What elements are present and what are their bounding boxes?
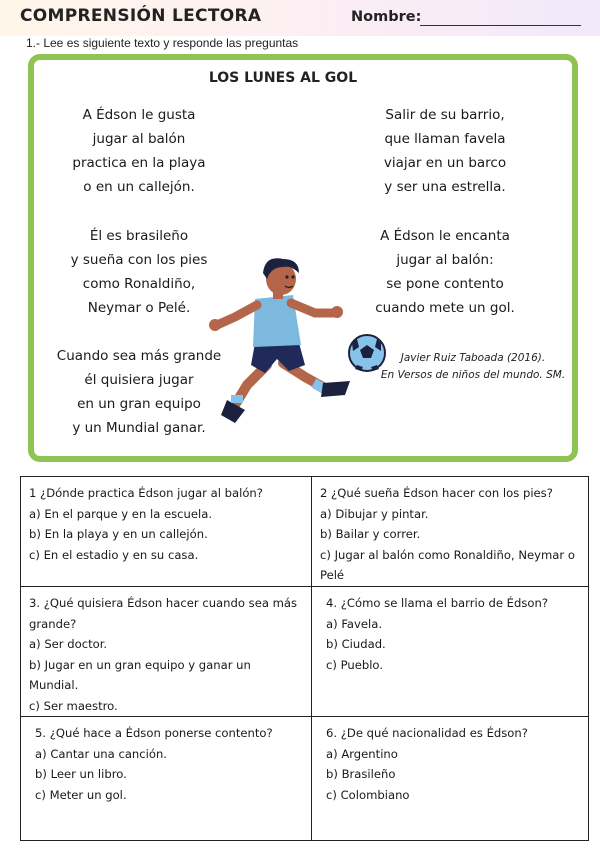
poem-line: como Ronaldiño, — [82, 276, 196, 292]
question-text: 1 ¿Dónde practica Édson jugar al balón? — [29, 486, 263, 500]
name-label: Nombre: — [351, 9, 422, 25]
stanza-left-1 — [54, 103, 224, 199]
poem-line: cuando mete un gol. — [375, 300, 515, 316]
table-row — [21, 717, 589, 841]
credit-line: Javier Ruiz Taboada (2016). — [400, 352, 546, 364]
question-text: 4. ¿Cómo se llama el barrio de Édson? — [326, 596, 548, 610]
poem-line: jugar al balón — [92, 131, 186, 147]
poem-line: se pone contento — [386, 276, 504, 292]
poem-line: Salir de su barrio, — [385, 107, 505, 123]
question-cell-6 — [312, 717, 589, 841]
name-input-line[interactable] — [420, 25, 581, 26]
stanza-left-3 — [54, 344, 224, 440]
answer-option[interactable]: c) Jugar al balón como Ronaldiño, Neymar o Pelé — [320, 547, 575, 582]
poem-line: A Édson le encanta — [380, 228, 510, 244]
soccer-player-illustration — [205, 255, 395, 435]
answer-option[interactable]: a) Ser doctor. — [29, 637, 108, 651]
answer-option[interactable]: c) Meter un gol. — [35, 787, 127, 802]
answer-option[interactable]: c) Ser maestro. — [29, 698, 118, 713]
credit-line: En Versos de niños del mundo. SM. — [380, 369, 566, 381]
poem-title: LOS LUNES AL GOL — [208, 70, 358, 86]
worksheet-title: COMPRENSIÓN LECTORA — [20, 6, 262, 26]
poem-line: y un Mundial ganar. — [72, 420, 206, 436]
poem-line: él quisiera jugar — [84, 372, 194, 388]
answer-option[interactable]: c) Pueblo. — [326, 657, 384, 672]
question-text: 2 ¿Qué sueña Édson hacer con los pies? — [320, 486, 553, 500]
answer-option[interactable]: c) Colombiano — [326, 787, 410, 802]
soccer-ball-icon — [349, 335, 385, 371]
poem-line: Él es brasileño — [89, 228, 189, 244]
answer-option[interactable]: a) En el parque y en la escuela. — [29, 506, 213, 521]
poem-credit — [378, 350, 568, 384]
answer-option[interactable]: c) En el estadio y en su casa. — [29, 547, 199, 562]
question-cell-4 — [312, 587, 589, 717]
stanza-left-2 — [54, 224, 224, 320]
answer-option[interactable]: b) En la playa y en un callejón. — [29, 527, 208, 541]
answer-option[interactable]: b) Ciudad. — [326, 637, 386, 651]
question-cell-2 — [312, 477, 589, 587]
answer-option[interactable]: a) Argentino — [326, 746, 398, 761]
table-row — [21, 477, 589, 587]
question-cell-3 — [21, 587, 312, 717]
questions-table — [20, 476, 589, 841]
question-text: 6. ¿De qué nacionalidad es Édson? — [326, 726, 528, 740]
poem-line: y ser una estrella. — [384, 179, 506, 195]
question-cell-5 — [21, 717, 312, 841]
answer-option[interactable]: b) Brasileño — [326, 767, 396, 781]
answer-option[interactable]: b) Leer un libro. — [35, 767, 127, 781]
poem-line: A Édson le gusta — [82, 107, 196, 123]
poem-line: o en un callejón. — [83, 179, 195, 195]
poem-line: jugar al balón: — [396, 252, 494, 268]
table-row — [21, 587, 589, 717]
question-cell-1 — [21, 477, 312, 587]
instruction-text: 1.- Lee es siguiente texto y responde las preguntas — [26, 36, 299, 50]
boy-figure — [209, 258, 350, 423]
answer-option[interactable]: b) Jugar en un gran equipo y ganar un Mundial. — [29, 657, 251, 692]
poem-line: Neymar o Pelé. — [87, 300, 191, 316]
question-text: 5. ¿Qué hace a Édson ponerse contento? — [35, 726, 273, 740]
poem-line: que llaman favela — [384, 131, 506, 147]
answer-option[interactable]: a) Favela. — [326, 616, 383, 631]
poem-line: en un gran equipo — [77, 396, 201, 412]
answer-option[interactable]: b) Bailar y correr. — [320, 527, 421, 541]
question-text: 3. ¿Qué quisiera Édson hacer cuando sea más grande? — [29, 596, 298, 631]
answer-option[interactable]: a) Cantar una canción. — [35, 746, 167, 761]
poem-line: viajar en un barco — [383, 155, 507, 171]
answer-option[interactable]: a) Dibujar y pintar. — [320, 506, 429, 521]
poem-line: practica en la playa — [72, 155, 206, 171]
poem-line: y sueña con los pies — [70, 252, 208, 268]
poem-line: Cuando sea más grande — [56, 348, 222, 364]
stanza-right-1 — [360, 103, 530, 199]
